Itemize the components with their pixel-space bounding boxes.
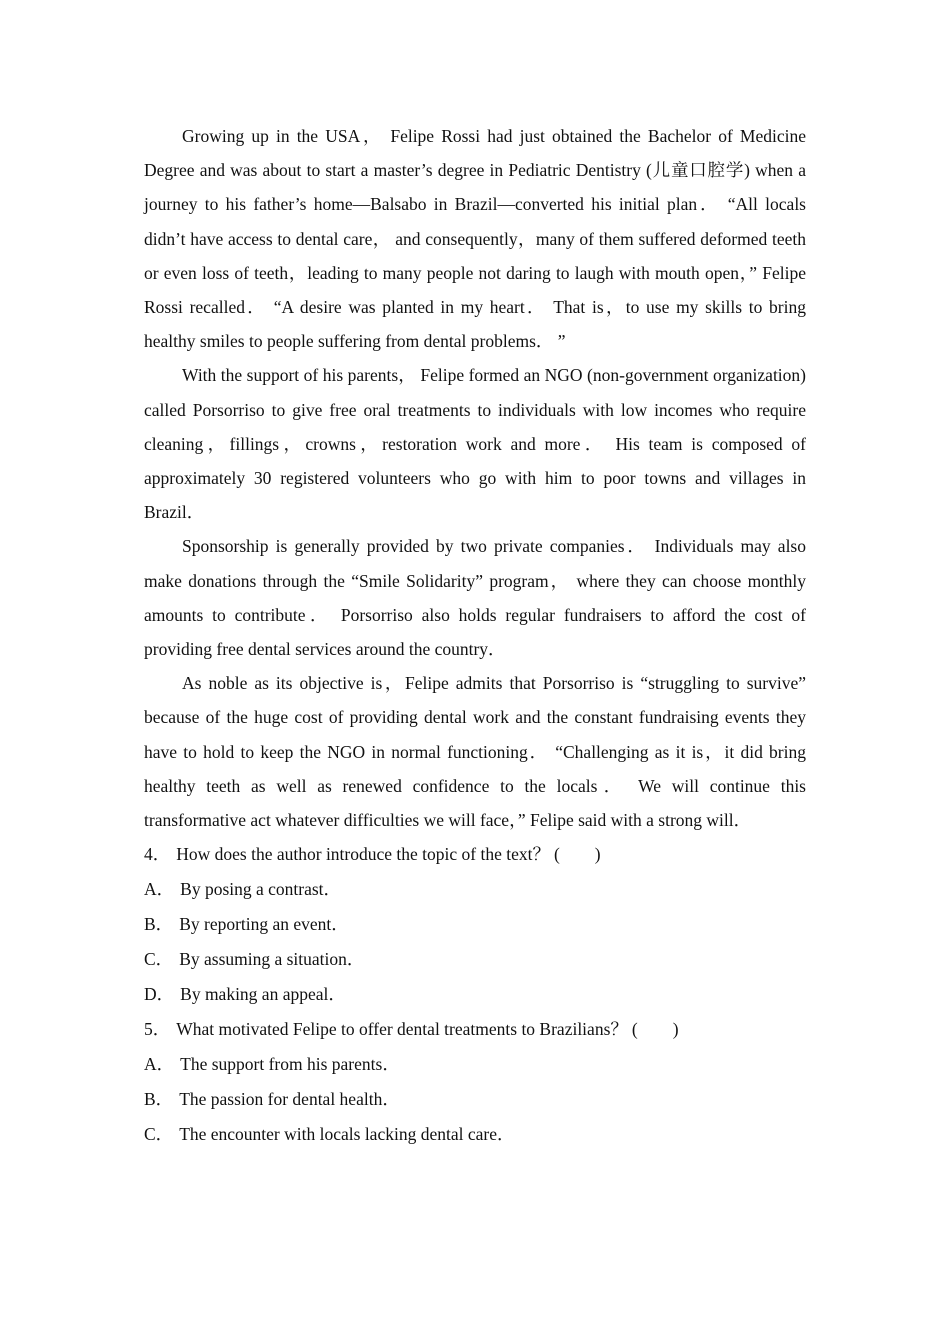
option-text: By making an appeal． [180,984,346,1005]
option-text: By assuming a situation． [179,949,365,970]
question-stem [144,1012,806,1047]
option-letter: B． [144,914,174,935]
option-letter: B． [144,1089,174,1110]
passage-paragraph-1: Growing up in the USA， Felipe Rossi had just obtained the Bachelor of Medicine Degree and was about to start a master’s degree in Pediatric Dentistry (儿童口腔学) when a journey to his father’s home—Balsabo in Brazil—converted his initial plan． “All locals didn’t have access to dental care， and consequently，many of them suffered deformed teeth or even loss of teeth，leading to many people not daring to laugh with mouth open，” Felipe Rossi recalled． “A desire was planted in my heart． That is，to use my skills to bring healthy smiles to people suffering from dental problems． ” [144,126,806,352]
question-text: How does the author introduce the topic of the text？ [176,844,550,865]
option-d [144,977,806,1012]
option-c [144,942,806,977]
option-a [144,1047,806,1082]
question-4 [144,837,806,1012]
question-stem [144,837,806,872]
option-text: By reporting an event． [179,914,349,935]
passage-paragraph-3: Sponsorship is generally provided by two private companies． Individuals may also make donations through the “Smile Solidarity” program， where they can choose monthly amounts to contribute． Porsorriso also holds regular fundraisers to afford the cost of providing free dental services around the country． [144,536,806,660]
option-letter: A． [144,879,175,900]
passage-paragraph-4: As noble as its objective is，Felipe admits that Porsorriso is “struggling to survive” because of the huge cost of providing dental work and the constant fundraising events they have to hold to keep the NGO in normal functioning． “Challenging as it is，it did bring healthy teeth as well as renewed confidence to the locals． We will continue this transformative act whatever difficulties we will face，” Felipe said with a strong will． [144,673,806,831]
option-a [144,872,806,907]
document-page [144,119,806,1152]
option-text: The encounter with locals lacking dental care． [179,1124,515,1145]
option-letter: A． [144,1054,175,1075]
option-letter: C． [144,1124,174,1145]
option-text: The support from his parents． [180,1054,400,1075]
option-b [144,1082,806,1117]
passage-paragraph-2: With the support of his parents， Felipe formed an NGO (non-government organization) called Porsorriso to give free oral treatments to individuals with low incomes who require cleaning，fillings，crowns，restoration work and more． His team is composed of approximately 30 registered volunteers who go with him to poor towns and villages in Brazil． [144,365,806,523]
reading-passage [144,119,806,837]
answer-blank: ( ) [553,844,601,865]
option-b [144,907,806,942]
answer-blank: ( ) [631,1019,679,1040]
question-5 [144,1012,806,1152]
question-text: What motivated Felipe to offer dental treatments to Brazilians？ [176,1019,628,1040]
option-letter: D． [144,984,175,1005]
option-text: The passion for dental health． [179,1089,400,1110]
option-letter: C． [144,949,174,970]
question-number: 5． [144,1019,171,1040]
option-text: By posing a contrast． [180,879,342,900]
question-number: 4． [144,844,171,865]
option-c [144,1117,806,1152]
